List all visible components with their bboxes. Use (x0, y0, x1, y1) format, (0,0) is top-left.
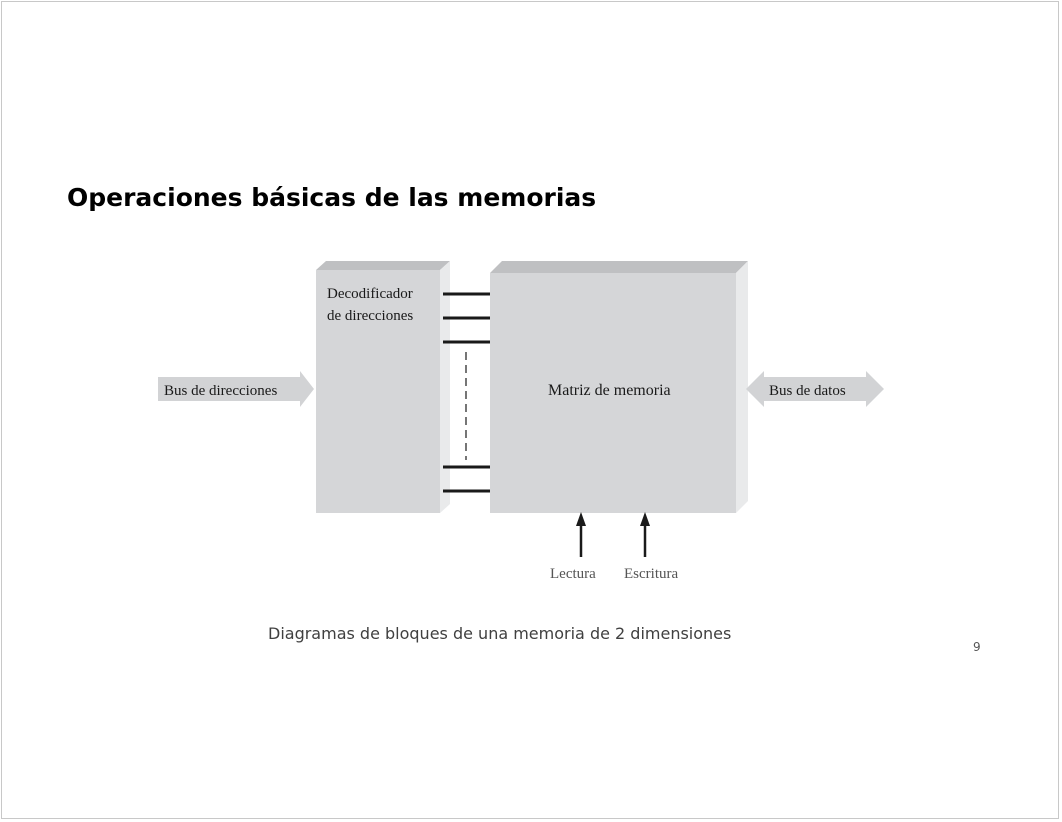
memory-array-block (490, 261, 748, 513)
page-number: 9 (973, 640, 981, 654)
read-arrow (576, 512, 586, 557)
decoder-label-line1: Decodificador (327, 286, 413, 302)
slide-title: Operaciones básicas de las memorias (67, 183, 597, 212)
memory-array-label: Matriz de memoria (548, 382, 671, 399)
address-bus-label: Bus de direcciones (164, 383, 278, 399)
read-label: Lectura (550, 566, 596, 582)
data-bus-label: Bus de datos (769, 383, 846, 399)
address-decoder-block (316, 261, 450, 513)
diagram-caption: Diagramas de bloques de una memoria de 2 dimensiones (268, 624, 732, 643)
write-arrow (640, 512, 650, 557)
address-bus-arrow (158, 371, 314, 407)
data-bus-arrow (746, 371, 884, 407)
write-label: Escritura (624, 566, 679, 582)
decoder-label-line2: de direcciones (327, 308, 414, 324)
